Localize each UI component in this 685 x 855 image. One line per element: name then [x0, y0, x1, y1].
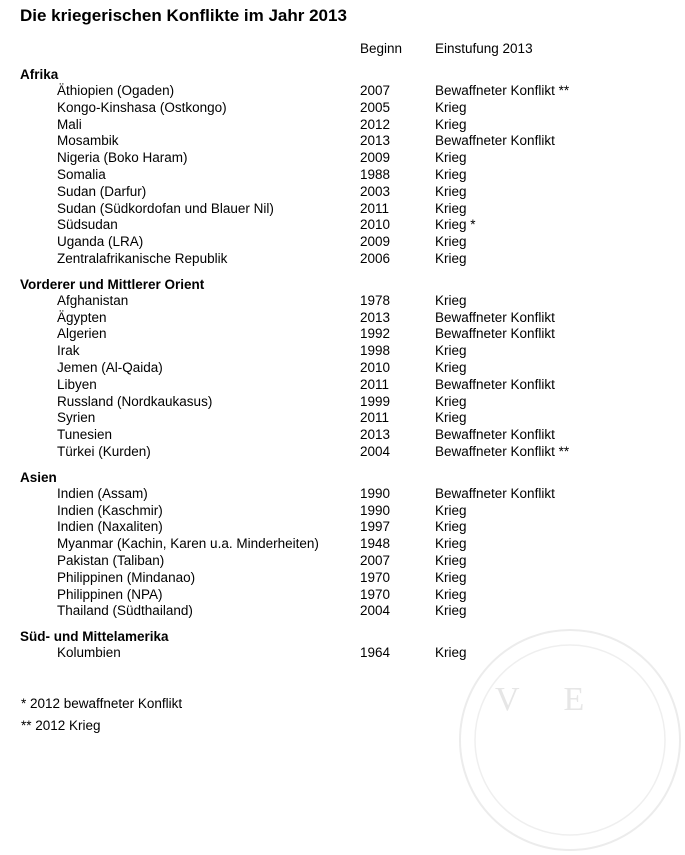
conflict-name: Zentralafrikanische Republik [57, 250, 228, 266]
conflict-begin-year: 1964 [360, 645, 391, 661]
conflict-classification: Krieg [435, 150, 467, 166]
conflict-classification: Krieg [435, 536, 467, 552]
conflict-name: Syrien [57, 410, 96, 426]
conflict-begin-year: 1948 [360, 536, 391, 552]
conflict-begin-year: 2010 [360, 217, 391, 233]
conflict-name: Sudan (Südkordofan und Blauer Nil) [57, 200, 274, 216]
conflict-table [0, 66, 586, 670]
conflict-classification: Krieg [435, 393, 467, 409]
conflict-begin-year: 2010 [360, 359, 391, 375]
conflict-row [0, 444, 586, 461]
conflict-begin-year: 1990 [360, 502, 391, 518]
region-section [0, 66, 586, 268]
conflict-name: Südsudan [57, 217, 118, 233]
region-heading: Asien [20, 469, 57, 485]
conflict-name: Nigeria (Boko Haram) [57, 150, 188, 166]
conflict-begin-year: 2006 [360, 250, 391, 266]
conflict-classification: Krieg [435, 200, 467, 216]
conflict-row [0, 184, 586, 201]
conflict-row [0, 603, 586, 620]
conflict-begin-year: 1978 [360, 292, 391, 308]
conflict-begin-year: 1992 [360, 326, 391, 342]
conflict-name: Russland (Nordkaukasus) [57, 393, 213, 409]
conflict-row [0, 427, 586, 444]
conflict-name: Kongo-Kinshasa (Ostkongo) [57, 99, 227, 115]
conflict-row [0, 503, 586, 520]
conflict-classification: Krieg * [435, 217, 476, 233]
conflict-begin-year: 2011 [360, 376, 390, 392]
conflict-name: Algerien [57, 326, 107, 342]
conflict-classification: Krieg [435, 359, 467, 375]
conflict-classification: Krieg [435, 519, 467, 535]
conflict-name: Äthiopien (Ogaden) [57, 83, 175, 98]
conflict-begin-year: 1990 [360, 485, 391, 501]
conflict-classification: Bewaffneter Konflikt ** [435, 83, 570, 98]
conflict-begin-year: 2011 [360, 200, 390, 216]
conflict-row [0, 587, 586, 604]
conflict-name: Pakistan (Taliban) [57, 552, 165, 568]
conflict-name: Indien (Naxaliten) [57, 519, 163, 535]
conflict-row [0, 645, 586, 662]
conflict-row [0, 234, 586, 251]
conflict-name: Libyen [57, 376, 97, 392]
region-heading: Süd- und Mittelamerika [20, 629, 169, 645]
conflict-row [0, 100, 586, 117]
conflict-begin-year: 2009 [360, 150, 391, 166]
conflict-row [0, 394, 586, 411]
conflict-name: Philippinen (Mindanao) [57, 569, 196, 585]
conflict-begin-year: 1970 [360, 586, 391, 602]
conflict-name: Somalia [57, 166, 106, 182]
conflict-classification: Krieg [435, 502, 467, 518]
conflict-row [0, 201, 586, 218]
svg-text:V E: V E [495, 681, 603, 718]
conflict-begin-year: 1970 [360, 569, 391, 585]
region-heading: Afrika [20, 67, 59, 82]
conflict-begin-year: 1988 [360, 166, 391, 182]
conflict-classification: Bewaffneter Konflikt ** [435, 443, 570, 459]
conflict-begin-year: 2013 [360, 427, 391, 443]
conflict-begin-year: 2013 [360, 309, 391, 325]
conflict-begin-year: 2012 [360, 116, 391, 132]
conflict-row [0, 117, 586, 134]
conflict-name: Myanmar (Kachin, Karen u.a. Minderheiten) [57, 536, 319, 552]
footnote-double-asterisk: ** 2012 Krieg [21, 718, 101, 733]
region-section [0, 276, 586, 461]
conflict-begin-year: 2007 [360, 83, 391, 98]
region-heading: Vorderer und Mittlerer Orient [20, 276, 205, 292]
conflict-row [0, 326, 586, 343]
conflict-row [0, 133, 586, 150]
conflict-classification: Krieg [435, 603, 467, 619]
column-header-begin: Beginn [360, 41, 403, 56]
conflict-row [0, 360, 586, 377]
conflict-name: Uganda (LRA) [57, 234, 144, 250]
conflict-name: Sudan (Darfur) [57, 183, 147, 199]
conflict-name: Thailand (Südthailand) [57, 603, 193, 619]
footnote-single-asterisk: * 2012 bewaffneter Konflikt [21, 696, 183, 711]
conflict-classification: Bewaffneter Konflikt [435, 133, 555, 149]
conflict-begin-year: 1997 [360, 519, 391, 535]
conflict-begin-year: 2005 [360, 99, 391, 115]
conflict-classification: Krieg [435, 234, 467, 250]
column-header-classification: Einstufung 2013 [435, 41, 533, 56]
conflict-classification: Krieg [435, 645, 467, 661]
conflict-classification: Bewaffneter Konflikt [435, 376, 555, 392]
conflict-name: Afghanistan [57, 292, 129, 308]
conflict-classification: Krieg [435, 183, 467, 199]
conflict-begin-year: 1999 [360, 393, 391, 409]
conflict-row [0, 251, 586, 268]
conflict-row [0, 536, 586, 553]
conflict-classification: Krieg [435, 292, 467, 308]
region-section [0, 469, 586, 620]
conflict-name: Mosambik [57, 133, 119, 149]
conflict-begin-year: 2003 [360, 183, 391, 199]
conflict-name: Indien (Kaschmir) [57, 502, 163, 518]
conflict-classification: Krieg [435, 343, 467, 359]
conflict-row [0, 570, 586, 587]
conflict-row [0, 83, 586, 100]
conflict-begin-year: 2004 [360, 603, 391, 619]
conflict-row [0, 167, 586, 184]
conflict-begin-year: 2004 [360, 443, 391, 459]
conflict-name: Indien (Assam) [57, 485, 148, 501]
conflict-name: Türkei (Kurden) [57, 443, 151, 459]
conflict-row [0, 519, 586, 536]
conflict-begin-year: 1998 [360, 343, 391, 359]
conflict-row [0, 486, 586, 503]
conflict-classification: Bewaffneter Konflikt [435, 326, 555, 342]
page-title: Die kriegerischen Konflikte im Jahr 2013 [20, 6, 347, 25]
conflict-row [0, 150, 586, 167]
conflict-classification: Krieg [435, 410, 467, 426]
conflict-row [0, 343, 586, 360]
conflict-classification: Bewaffneter Konflikt [435, 427, 555, 443]
conflict-name: Jemen (Al-Qaida) [57, 359, 163, 375]
conflict-name: Tunesien [57, 427, 113, 443]
conflict-begin-year: 2013 [360, 133, 391, 149]
conflict-begin-year: 2011 [360, 410, 390, 426]
conflict-name: Irak [57, 343, 80, 359]
conflict-name: Kolumbien [57, 645, 121, 661]
conflict-classification: Bewaffneter Konflikt [435, 485, 555, 501]
conflict-row [0, 377, 586, 394]
conflict-classification: Krieg [435, 552, 467, 568]
conflict-classification: Krieg [435, 250, 467, 266]
conflict-begin-year: 2009 [360, 234, 391, 250]
region-section [0, 628, 586, 662]
conflict-classification: Krieg [435, 586, 467, 602]
conflict-name: Mali [57, 116, 82, 132]
conflict-classification: Krieg [435, 99, 467, 115]
conflict-classification: Krieg [435, 569, 467, 585]
conflict-name: Ägypten [57, 309, 107, 325]
conflict-begin-year: 2007 [360, 552, 391, 568]
conflict-row [0, 217, 586, 234]
conflict-classification: Krieg [435, 166, 467, 182]
conflict-row [0, 310, 586, 327]
conflict-row [0, 553, 586, 570]
conflict-row [0, 410, 586, 427]
conflict-row [0, 293, 586, 310]
conflict-name: Philippinen (NPA) [57, 586, 163, 602]
conflict-classification: Bewaffneter Konflikt [435, 309, 555, 325]
conflict-classification: Krieg [435, 116, 467, 132]
